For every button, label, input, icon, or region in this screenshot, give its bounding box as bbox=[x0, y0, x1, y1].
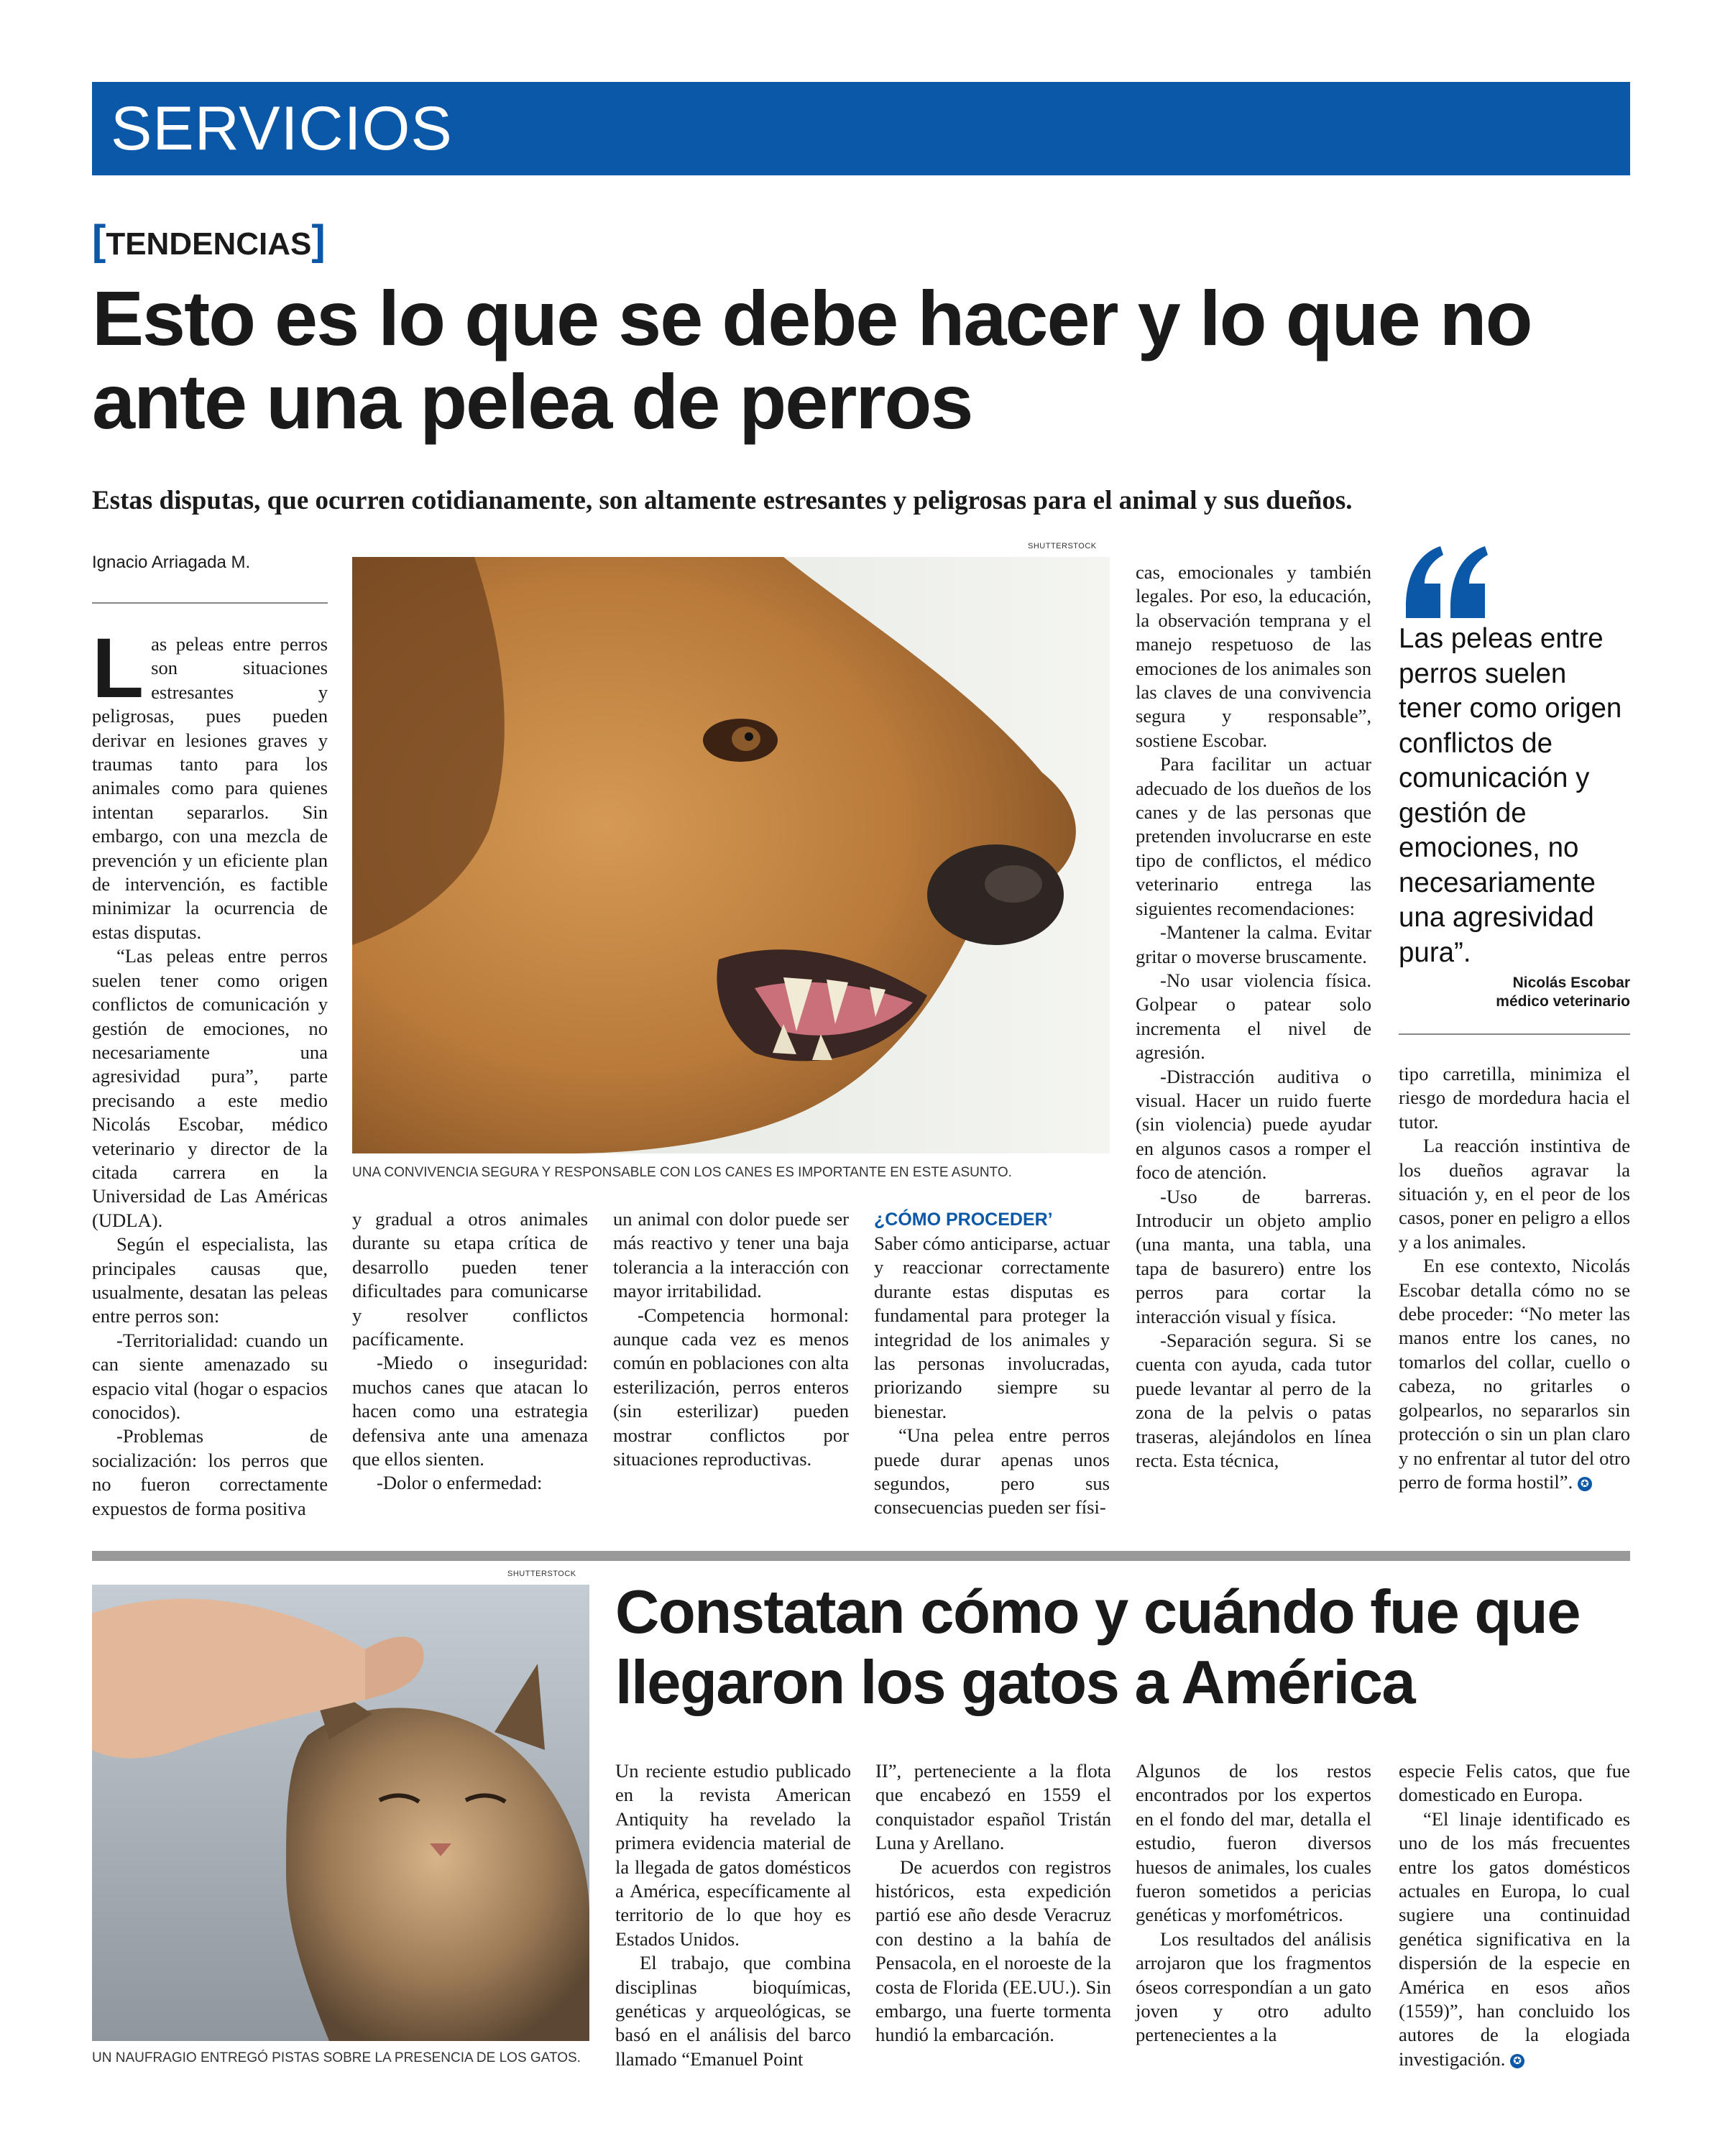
article-paragraph: “Una pelea entre perros puede durar apenas unos segundos, pero sus consecuencias pueden ser físi- bbox=[874, 1424, 1110, 1519]
article2-column-2 bbox=[875, 1759, 1111, 2047]
article-column-6 bbox=[1399, 1062, 1630, 1494]
article-paragraph: -Separación segura. Si se cuenta con ayuda, cada tutor puede levantar al perro de la zona de la pelvis o patas traseras, alejándolos en línea recta. Esta técnica, bbox=[1136, 1330, 1371, 1472]
article-paragraph: “El linaje identificado es uno de los más frecuentes entre los gatos domésticos actuales en Europa, lo cual sugiere una continuidad genética significativa en la dispersión de la especie en América en esos años (1559)”, han concluido los autores de la elogiada investigación. ✪ bbox=[1399, 1807, 1630, 2070]
quote-author-name: Nicolás Escobar bbox=[1512, 975, 1630, 991]
article-column-2 bbox=[352, 1207, 588, 1496]
section-header bbox=[92, 82, 1630, 175]
article-column-1 bbox=[92, 621, 328, 1521]
dog-photo bbox=[352, 557, 1110, 1153]
quote-attribution bbox=[1399, 974, 1630, 1011]
article-paragraph: -Territorialidad: cuando un can siente amenazado su espacio vital (hogar o espacios conocidos). bbox=[92, 1329, 328, 1423]
section-title: SERVICIOS bbox=[111, 94, 453, 163]
dog-illustration bbox=[352, 557, 1110, 1153]
end-of-article-icon: ✪ bbox=[1578, 1477, 1592, 1491]
article-dek: Estas disputas, que ocurren cotidianamente, son altamente estresantes y peligrosas para el animal y sus dueños. bbox=[92, 486, 1353, 515]
article2-column-1 bbox=[615, 1759, 851, 2071]
article-paragraph: especie Felis catos, que fue domesticado en Europa. bbox=[1399, 1760, 1630, 1806]
quotation-mark-icon bbox=[1399, 539, 1492, 625]
article-paragraph: II”, perteneciente a la flota que encabezó en 1559 el conquistador español Tristán Luna y Arellano. bbox=[875, 1760, 1111, 1854]
article-paragraph: “Las peleas entre perros suelen tener como origen conflictos de comunicación y gestión de emociones, no necesariamente una agresividad pura”, parte precisando a este medio Nicolás Escobar, médico veterinario y director de la citada carrera en la Universidad de Las Américas (UDLA). bbox=[92, 945, 328, 1231]
article-paragraph: Saber cómo anticiparse, actuar y reaccionar correctamente durante estas disputas es fundamental para proteger la integridad de los animales y las personas involucradas, priorizando siempre su bienestar. bbox=[874, 1233, 1110, 1422]
article-paragraph: cas, emocionales y también legales. Por eso, la educación, la observación temprana y el manejo respetuoso de las emociones de los animales son las claves de una convivencia segura y responsable”, sostiene Escobar. bbox=[1136, 561, 1371, 751]
end-of-article-icon: ✪ bbox=[1510, 2054, 1524, 2068]
article-headline: Constatan cómo y cuándo fue que llegaron los gatos a América bbox=[615, 1578, 1580, 1717]
article-paragraph: tipo carretilla, minimiza el riesgo de mordedura hacia el tutor. bbox=[1399, 1063, 1630, 1133]
article-paragraph: Según el especialista, las principales causas que, usualmente, desatan las peleas entre perros son: bbox=[92, 1233, 328, 1327]
article-paragraph: El trabajo, que combina disciplinas bioquímicas, genéticas y arqueológicas, se basó en el análisis del barco llamado “Emanuel Point bbox=[615, 1952, 851, 2070]
subhead: ¿CÓMO PROCEDER’ bbox=[874, 1210, 1053, 1230]
article-paragraph: -Miedo o inseguridad: muchos canes que atacan lo hacen como una estrategia defensiva ante una amenaza que ellos sienten. bbox=[352, 1352, 588, 1470]
article-paragraph: Algunos de los restos encontrados por los expertos en el fondo del mar, detalla el estudio, fueron diversos huesos de animales, los cuales fueron sometidos a pericias genéticas y morfométricos. bbox=[1136, 1760, 1371, 1926]
cat-illustration bbox=[92, 1585, 589, 2041]
article-column-5 bbox=[1136, 561, 1371, 1473]
article-paragraph: un animal con dolor puede ser más reactivo y tener una baja tolerancia a la interacción con mayor irritabilidad. bbox=[613, 1208, 849, 1302]
article-byline: Ignacio Arriagada M. bbox=[92, 553, 251, 572]
photo-caption: UN NAUFRAGIO ENTREGÓ PISTAS SOBRE LA PRESENCIA DE LOS GATOS. bbox=[92, 2050, 581, 2065]
article-paragraph: -Mantener la calma. Evitar gritar o moverse bruscamente. bbox=[1136, 921, 1371, 967]
article-paragraph: -Problemas de socialización: los perros que no fueron correctamente expuestos de forma positiva bbox=[92, 1425, 328, 1519]
photo-credit: SHUTTERSTOCK bbox=[507, 1570, 576, 1578]
article-paragraph: -Competencia hormonal: aunque cada vez es menos común en poblaciones con alta esterilización, perros enteros (sin esterilizar) pueden mostrar conflictos por situaciones reproductivas. bbox=[613, 1304, 849, 1470]
article-paragraph: Los resultados del análisis arrojaron que los fragmentos óseos correspondían a un gato joven y otro adulto pertenecientes a la bbox=[1136, 1927, 1371, 2046]
article-paragraph: Para facilitar un actuar adecuado de los dueños de los canes y de las personas que pretenden involucrarse en este tipo de conflictos, el médico veterinario entrega las siguientes recomendaciones: bbox=[1136, 753, 1371, 919]
story-divider bbox=[92, 1551, 1630, 1561]
article-paragraph: La reacción instintiva de los dueños agravar la situación y, en el peor de los casos, poner en peligro a ellos y a los animales. bbox=[1399, 1135, 1630, 1253]
article-paragraph: -No usar violencia física. Golpear o patear solo incrementa el nivel de agresión. bbox=[1136, 969, 1371, 1064]
quote-rule bbox=[1399, 1033, 1630, 1035]
photo-credit: SHUTTERSTOCK bbox=[1028, 542, 1097, 550]
article-column-3 bbox=[613, 1207, 849, 1471]
photo-caption: UNA CONVIVENCIA SEGURA Y RESPONSABLE CON LOS CANES ES IMPORTANTE EN ESTE ASUNTO. bbox=[352, 1165, 1012, 1180]
article-headline: Esto es lo que se debe hacer y lo que no ante una pelea de perros bbox=[92, 275, 1532, 445]
article-paragraph: En ese contexto, Nicolás Escobar detalla cómo no se debe proceder: “No meter las manos entre los canes, no tomarlos del collar, cuello o cabeza, no gritarles o golpearlos, no separarlos sin protección o sin un plan claro y no enfrentar al tutor del otro perro de forma hostil”. ✪ bbox=[1399, 1255, 1630, 1493]
byline-rule bbox=[92, 602, 328, 604]
kicker-label: TENDENCIAS bbox=[106, 226, 312, 262]
quote-author-title: médico veterinario bbox=[1496, 993, 1630, 1010]
pull-quote: Las peleas entre perros suelen tener como origen conflictos de comunicación y gestión de emociones, no necesariamente una agresividad pura”. bbox=[1399, 623, 1622, 968]
article2-column-3 bbox=[1136, 1759, 1371, 2047]
article-paragraph: y gradual a otros animales durante su etapa crítica de desarrollo pueden tener dificultades para comunicarse y resolver conflictos pacíficamente. bbox=[352, 1208, 588, 1350]
article-paragraph: De acuerdos con registros históricos, esta expedición partió ese año desde Veracruz con destino a la bahía de Pensacola, en el noroeste de la costa de Florida (EE.UU.). Sin embargo, una fuerte tormenta hundió la embarcación. bbox=[875, 1856, 1111, 2046]
article-paragraph: -Distracción auditiva o visual. Hacer un ruido fuerte (sin violencia) puede ayudar en algunos casos a romper el foco de atención. bbox=[1136, 1065, 1371, 1184]
article-kicker: [TENDENCIAS] bbox=[92, 217, 326, 264]
article-column-4 bbox=[874, 1207, 1110, 1520]
article2-column-4 bbox=[1399, 1759, 1630, 2071]
article-paragraph: -Dolor o enfermedad: bbox=[377, 1472, 543, 1494]
article-paragraph: Un reciente estudio publicado en la revista American Antiquity ha revelado la primera evidencia material de la llegada de gatos domésticos a América, específicamente al territorio de lo que hoy es Estados Unidos. bbox=[615, 1760, 851, 1950]
drop-cap: L bbox=[92, 621, 144, 716]
article-paragraph: Las peleas entre perros son situaciones estresantes y peligrosas, pues pueden derivar en lesiones graves y traumas tanto para los animales como para quienes intentan separarlos. Sin embargo, con una mezcla de prevención y un eficiente plan de intervención, es factible minimizar la ocurrencia de estas disputas. bbox=[92, 621, 328, 943]
article-paragraph: -Uso de barreras. Introducir un objeto amplio (una manta, una tabla, una tapa de basurero) entre los perros para cortar la interacción visual y física. bbox=[1136, 1185, 1371, 1327]
cat-photo bbox=[92, 1585, 589, 2041]
